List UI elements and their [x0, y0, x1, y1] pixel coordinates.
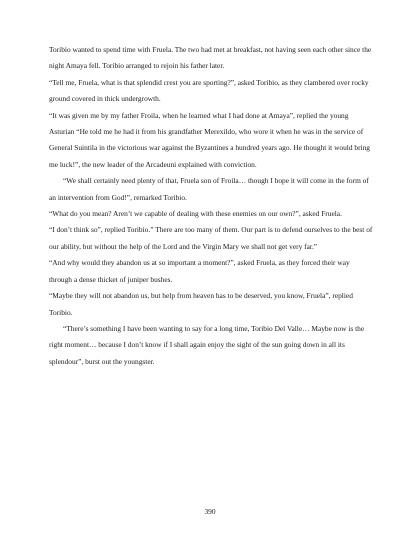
paragraph: “And why would they abandon us at so important a moment?”, asked Fruela, as they forced their way through a dense thicket of juniper bushes. — [49, 258, 350, 284]
paragraph: “Tell me, Fruela, what is that splendid crest you are sporting?”, asked Toribio, as they clambered over rocky ground covered in thick undergrowth. — [49, 77, 369, 104]
paragraph: Toribio wanted to spend time with Fruela. The two had met at breakfast, not having seen each other since the night Amaya fell. Toribio arranged to rejoin his father later. — [49, 45, 372, 71]
paragraph: “What do you mean? Aren’t we capable of dealing with these enemies on our own?”, asked Fruela. — [49, 209, 342, 219]
paragraph: “Maybe they will not abandon us, but help from heaven has to be deserved, you know, Fruela”, replied Toribio. — [49, 291, 353, 317]
page-number: 390 — [204, 507, 216, 516]
paragraph: “We shall certainly need plenty of that, Fruela son of Froila… though I hope it will come in the form of an intervention from God!”, remarked Toribio. — [49, 176, 369, 202]
paragraph: “It was given me by my father Froila, when he learned what I had done at Amaya”, replied the young Asturian “He told me he had it from his grandfather Merexildo, who wore it when he was in the service of General Suintila in the victorious war against the Byzantines a hundred years ago. He thought it would bring me luck!”, the new leader of the Arcadeuni explained with conviction. — [49, 110, 371, 169]
paragraph: “There’s something I have been wanting to say for a long time, Toribio Del Valle… Maybe now is the right moment… because I don’t know if I shall again enjoy the sight of the sun going down in all its splendour”, burst out the youngster. — [49, 323, 365, 366]
body-text — [49, 42, 373, 370]
paragraph: “I don’t think so”, replied Toribio.” There are too many of them. Our part is to defend ourselves to the best of our ability, but without the help of the Lord and the Virgin Mary we shall not get very far.” — [49, 225, 373, 251]
